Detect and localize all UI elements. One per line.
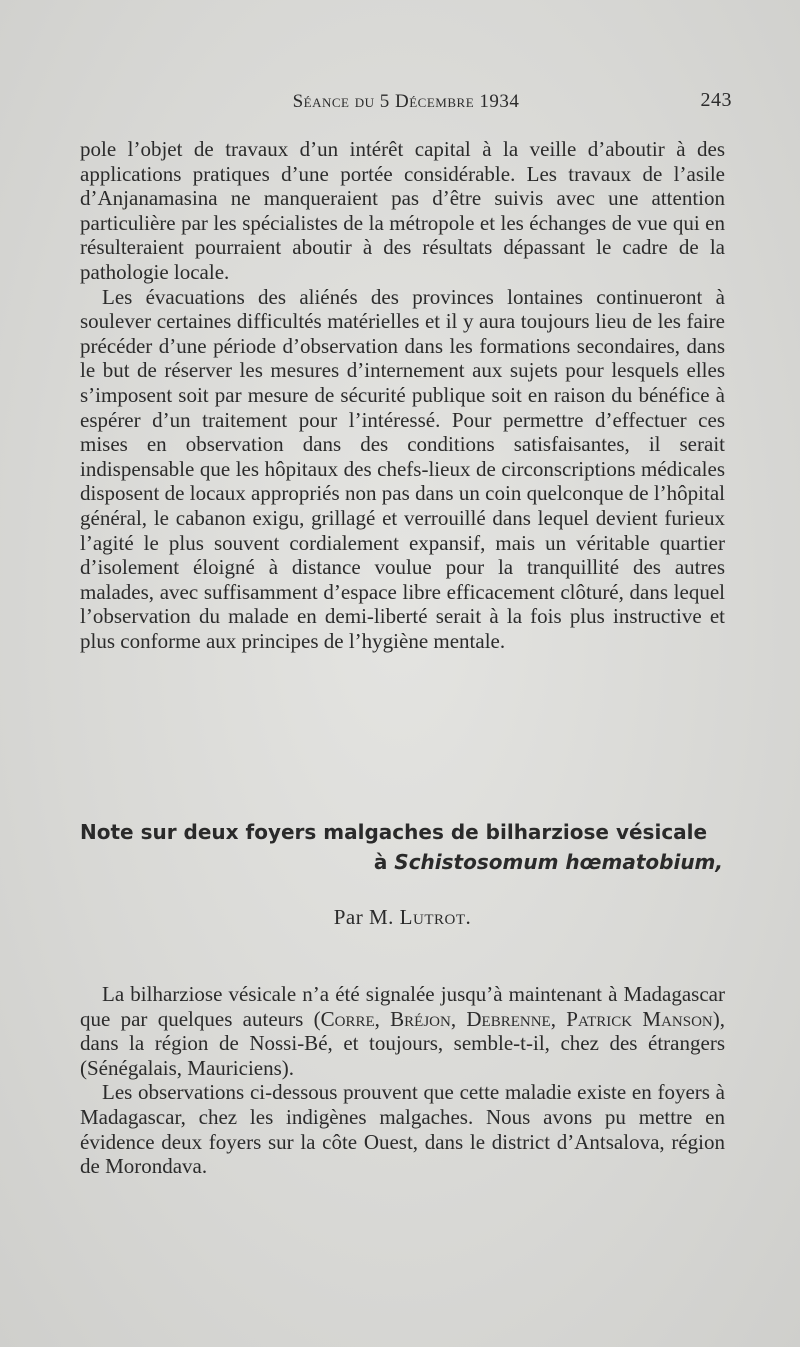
continued-text-block	[80, 137, 725, 653]
byline	[80, 905, 725, 930]
article-title-line1: Note sur deux foyers malgaches de bilharziose vésicale	[80, 820, 708, 844]
running-title: Séance du 5 Décembre 1934	[292, 91, 520, 112]
species-name: Schistosomum hœmatobium,	[394, 850, 723, 874]
paragraph	[80, 982, 725, 1080]
byline-prefix: Par M.	[333, 905, 400, 929]
page-number: 243	[700, 89, 732, 111]
article-title-prefix: à	[373, 850, 395, 874]
running-header	[80, 91, 732, 117]
article-body	[80, 982, 725, 1179]
article-title	[80, 817, 725, 877]
paragraph: pole l’objet de travaux d’un intérêt capital à la veille d’aboutir à des applications pratiques d’une portée considérable. Les travaux de l’asile d’Anjanamasina ne manqueraient pas d’être suivis avec une attention particulière par les spécialistes de la métropole et les échanges de vue qui en résulteraient pourraient aboutir à des résultats dépassant le cadre de la pathologie locale.	[80, 137, 725, 284]
paragraph: Les évacuations des aliénés des provinces lontaines continueront à soulever certaines difficultés matérielles et il y aura toujours lieu de les faire précéder d’une période d’observation dans les formations secondaires, dans le but de réserver les mesures d’internement aux sujets pour lesquels elles s’imposent soit par mesure de sécurité publique soit en raison du bénéfice à espérer d’un traitement pour l’intéressé. Pour permettre d’effectuer ces mises en observation dans des conditions satisfaisantes, il serait indispensable que les hôpitaux des chefs-lieux de circonscriptions médicales disposent de locaux appropriés non pas dans un coin quelconque de l’hôpital général, le cabanon exigu, grillagé et verrouillé dans lequel devient furieux l’agité le plus souvent cordialement expansif, mais un véritable quartier d’isolement éloigné à distance voulue pour la tranquillité des autres malades, avec suffisamment d’espace libre efficacement clôturé, dans lequel l’observation du malade en demi-liberté serait à la fois plus instructive et plus conforme aux principes de l’hygiène mentale.	[80, 284, 725, 653]
article-title-line2	[80, 847, 725, 877]
cited-authors: Corre, Bréjon, Debrenne, Patrick Manson	[320, 1006, 713, 1031]
author-name: Lutrot.	[399, 905, 472, 929]
paragraph-part: ), dans la région de Nossi-Bé, et toujours, semble-t-il, chez des étrangers (Sénégalais, Mauriciens).	[80, 1006, 725, 1080]
paragraph: Les observations ci-dessous prouvent que cette maladie existe en foyers à Madagascar, chez les indigènes malgaches. Nous avons pu mettre en évidence deux foyers sur la côte Ouest, dans le district d’Antsalova, région de Morondava.	[80, 1080, 725, 1179]
paragraph-part: La bilharziose vésicale n’a été signalée jusqu’à maintenant à Madagascar que par quelques auteurs (	[80, 982, 725, 1031]
